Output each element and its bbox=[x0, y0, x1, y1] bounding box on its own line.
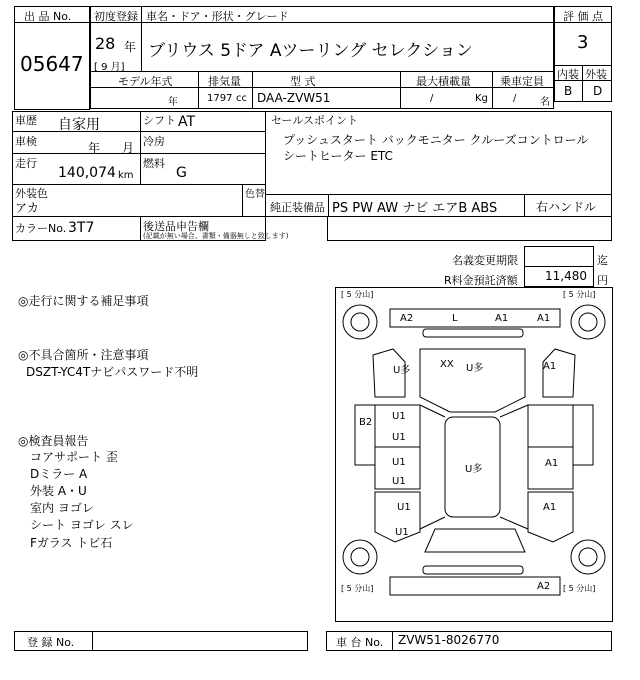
recycle-amount: 11,480 bbox=[545, 269, 587, 283]
wheel-front-left bbox=[343, 305, 377, 339]
after-report-label: 後送品申告欄 bbox=[143, 220, 209, 233]
damage-mark: A2 bbox=[537, 581, 551, 592]
color-no-label: カラーNo. bbox=[15, 222, 67, 235]
tire-br: [ 5 分山] bbox=[563, 584, 596, 593]
exterior-grade: D bbox=[593, 84, 603, 98]
damage-mark: U1 bbox=[395, 527, 409, 538]
steering-value: 右ハンドル bbox=[536, 200, 597, 214]
car-diagram bbox=[335, 287, 613, 622]
fuel-label: 燃料 bbox=[143, 157, 165, 170]
displacement-unit: cc bbox=[236, 93, 247, 104]
damage-mark: A1 bbox=[545, 458, 559, 469]
damage-mark: U多 bbox=[465, 464, 483, 475]
repaint-label: 色替 bbox=[245, 189, 265, 200]
inspection-year: 年 bbox=[88, 141, 101, 155]
damage-mark: XX bbox=[440, 359, 454, 370]
sales-points-label: セールスポイント bbox=[271, 114, 359, 127]
capacity-unit: 名 bbox=[540, 97, 550, 108]
sales-points-line1: プッシュスタート バックモニター クルーズコントロール bbox=[283, 133, 589, 147]
displacement-value: 1797 bbox=[207, 93, 233, 104]
displacement-label: 排気量 bbox=[208, 75, 241, 88]
equipment-value: PS PW AW ナビ エアB ABS bbox=[332, 201, 498, 216]
model-year-unit: 年 bbox=[168, 97, 178, 108]
ext-color-value: アカ bbox=[15, 201, 39, 215]
reg-year: 28 bbox=[95, 34, 116, 53]
damage-mark: U1 bbox=[392, 476, 406, 487]
damage-mark: U多 bbox=[393, 365, 411, 376]
inspector-line: コアサポート 歪 bbox=[30, 450, 118, 464]
defects-text: DSZT-YC4Tナビパスワード不明 bbox=[26, 365, 199, 379]
interior-label: 内装 bbox=[557, 68, 579, 81]
damage-mark: B2 bbox=[359, 417, 373, 428]
equipment-label: 純正装備品 bbox=[270, 201, 325, 214]
capacity-slash: / bbox=[513, 93, 517, 104]
mileage-unit: km bbox=[118, 170, 134, 181]
wheel-front-right bbox=[571, 305, 605, 339]
inspector-line: 室内 ヨゴレ bbox=[30, 501, 94, 515]
max-load-unit: Kg bbox=[475, 93, 488, 104]
inspection-label: 車検 bbox=[15, 135, 37, 148]
color-no-value: 3T7 bbox=[68, 220, 95, 236]
vehicle-name-label: 車名・ドア・形状・グレード bbox=[146, 10, 289, 23]
tire-tr: [ 5 分山] bbox=[563, 290, 596, 299]
lot-number: 05647 bbox=[20, 52, 84, 76]
inspector-line: Fガラス トビ石 bbox=[30, 536, 113, 550]
damage-mark: U1 bbox=[392, 457, 406, 468]
after-report-extra bbox=[327, 216, 612, 241]
shift-label: シフト bbox=[143, 114, 176, 127]
type-label: 型 式 bbox=[290, 75, 316, 88]
mileage-value: 140,074 bbox=[58, 165, 116, 181]
fuel-value: G bbox=[176, 165, 187, 181]
ac-label: 冷房 bbox=[143, 135, 165, 148]
inspector-line: 外装 A・U bbox=[30, 484, 87, 498]
tire-tl: [ 5 分山] bbox=[341, 290, 374, 299]
history-value: 自家用 bbox=[58, 117, 100, 133]
lot-label: 出 品 No. bbox=[24, 10, 72, 23]
damage-mark: U1 bbox=[392, 411, 406, 422]
defects-label: ◎不具合箇所・注意事項 bbox=[18, 348, 149, 362]
inspector-line: シート ヨゴレ スレ bbox=[30, 518, 134, 532]
chassis-label: 車 台 No. bbox=[336, 636, 384, 649]
damage-mark: L bbox=[452, 313, 458, 324]
shift-value: AT bbox=[178, 114, 196, 130]
inspection-month: 月 bbox=[122, 141, 135, 155]
max-load-label: 最大積載量 bbox=[416, 75, 471, 88]
recycle-label: R料金預託済額 bbox=[444, 274, 518, 287]
damage-mark: U多 bbox=[466, 363, 484, 374]
damage-mark: U1 bbox=[392, 432, 406, 443]
damage-mark: A1 bbox=[537, 313, 551, 324]
history-label: 車歴 bbox=[15, 114, 37, 127]
reg-month: [ 9 月] bbox=[94, 62, 125, 73]
damage-mark: U1 bbox=[397, 502, 411, 513]
score-label: 評 価 点 bbox=[563, 10, 603, 23]
after-report-note: (記載が無い場合、書類・備器無しと致します) bbox=[143, 232, 289, 240]
sales-points-line2: シートヒーター ETC bbox=[283, 149, 393, 163]
damage-mark: A1 bbox=[543, 361, 557, 372]
reg-year-unit: 年 bbox=[124, 40, 137, 54]
type-value: DAA-ZVW51 bbox=[257, 91, 331, 105]
vehicle-name: ブリウス 5ドア Aツーリング セレクション bbox=[148, 41, 473, 61]
capacity-label: 乗車定員 bbox=[500, 75, 544, 88]
wheel-rear-right bbox=[571, 540, 605, 574]
driving-notes-label: ◎走行に関する補足事項 bbox=[18, 294, 149, 308]
ext-color-label: 外装色 bbox=[15, 187, 48, 200]
damage-mark: A2 bbox=[400, 313, 414, 324]
score: 3 bbox=[577, 32, 589, 53]
recycle-unit: 円 bbox=[597, 274, 608, 287]
name-change-box bbox=[524, 246, 594, 267]
damage-mark: A1 bbox=[495, 313, 509, 324]
reg-no-label: 登 録 No. bbox=[27, 636, 75, 649]
model-year-label: モデル年式 bbox=[118, 75, 173, 88]
exterior-label: 外装 bbox=[585, 68, 607, 81]
tire-bl: [ 5 分山] bbox=[341, 584, 374, 593]
name-change-unit: 迄 bbox=[597, 254, 608, 267]
first-reg-label: 初度登録 bbox=[94, 10, 138, 23]
interior-grade: B bbox=[564, 84, 573, 98]
name-change-label: 名義変更期限 bbox=[452, 254, 518, 267]
mileage-label: 走行 bbox=[15, 157, 37, 170]
inspector-label: ◎検査員報告 bbox=[18, 434, 89, 448]
wheel-rear-left bbox=[343, 540, 377, 574]
inspector-line: Dミラー A bbox=[30, 467, 88, 481]
max-load-slash: / bbox=[430, 93, 434, 104]
chassis-number: ZVW51-8026770 bbox=[398, 633, 500, 647]
damage-mark: A1 bbox=[543, 502, 557, 513]
